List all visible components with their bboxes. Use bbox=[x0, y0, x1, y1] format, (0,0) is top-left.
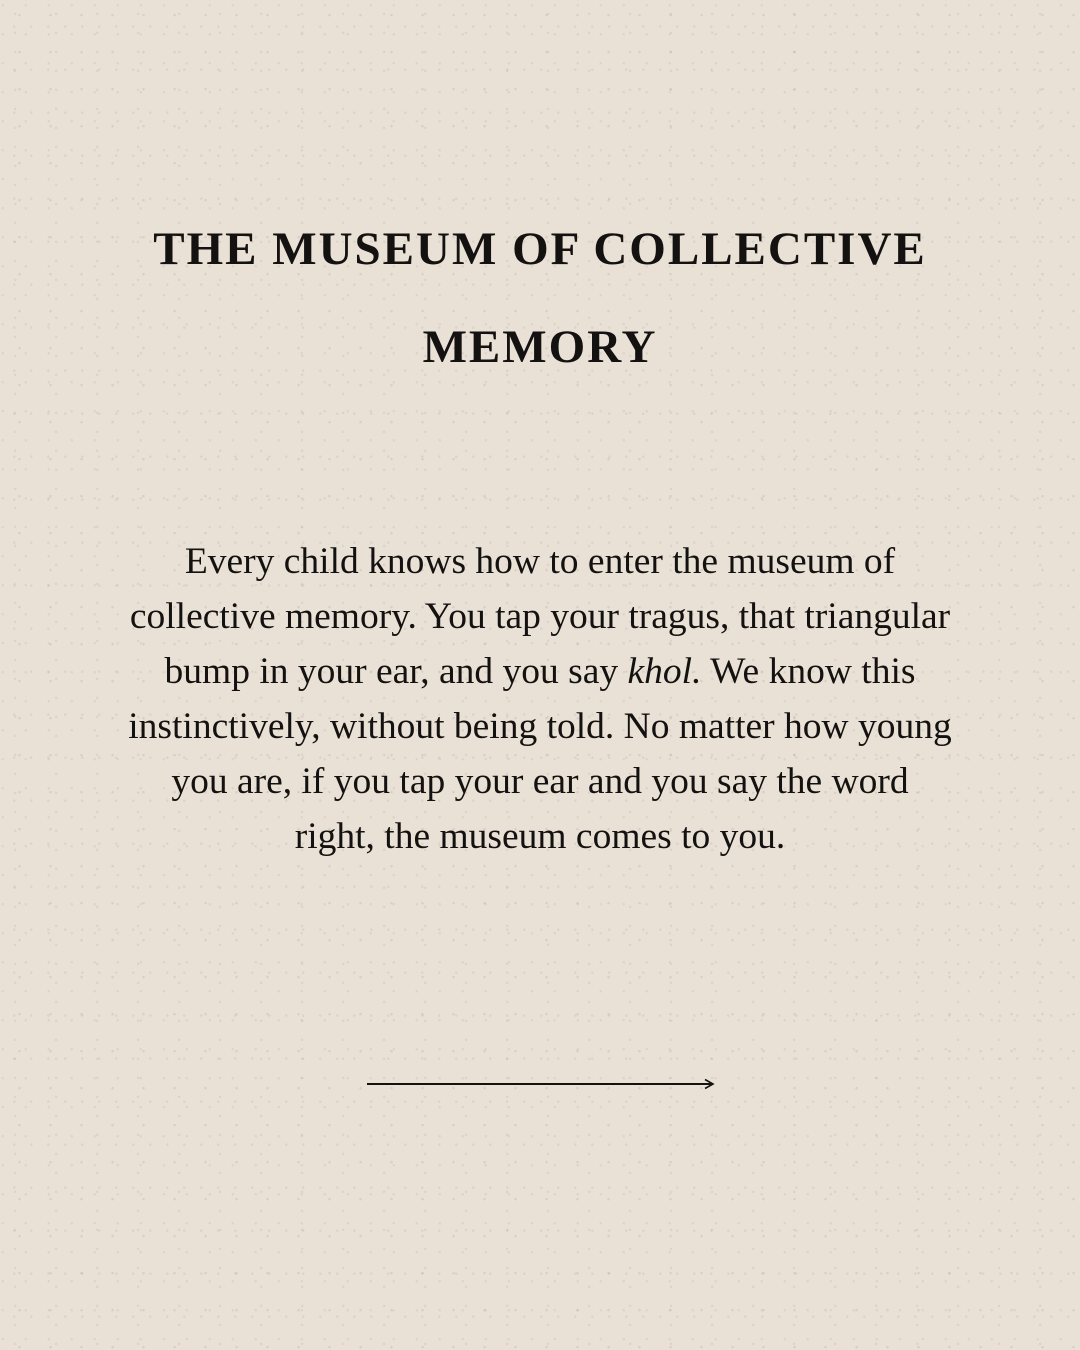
page-title: THE MUSEUM OF COLLECTIVE MEMORY bbox=[153, 223, 927, 373]
body-text-after-italic: We know this instinctively, without being told. No matter how young you are, if you tap your ear and you say the word right, the museum comes to you. bbox=[128, 651, 952, 857]
body-paragraph bbox=[128, 534, 952, 864]
body-italic-word: khol. bbox=[627, 651, 702, 692]
arrow-right-icon[interactable] bbox=[366, 1074, 716, 1094]
body-text-before-italic: Every child knows how to enter the museum of collective memory. You tap your tragus, that triangular bump in your ear, and you say bbox=[129, 541, 951, 692]
